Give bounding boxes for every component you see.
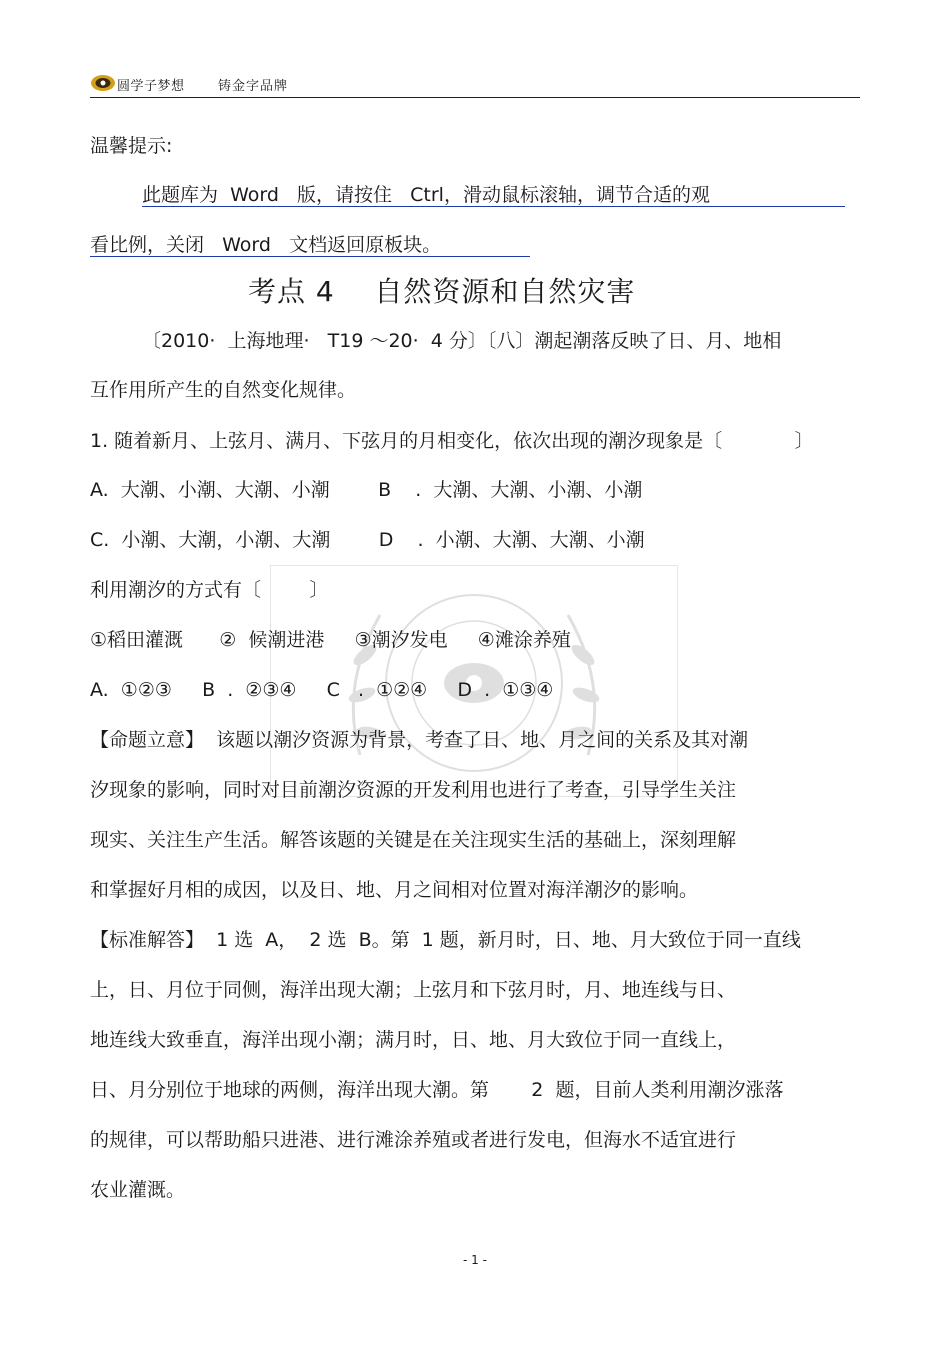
logo-icon bbox=[90, 74, 116, 92]
question-intro-2: 互作用所产生的自然变化规律。 bbox=[90, 379, 357, 401]
answer-line-1: 【标准解答】 1 选 A， 2 选 B。第 1 题，新月时，日、地、月大致位于同一直线 bbox=[90, 929, 801, 951]
tip-line-1: 此题库为 Word 版，请按住 Ctrl，滑动鼠标滚轴，调节合适的观 bbox=[142, 184, 710, 206]
page-number: - 1 - bbox=[463, 1253, 487, 1267]
question-2-items: ①稻田灌溉 ② 候潮进港 ③潮汐发电 ④滩涂养殖 bbox=[90, 629, 571, 651]
tip-line-2: 看比例，关闭 Word 文档返回原板块。 bbox=[90, 234, 442, 256]
answer-line-6: 农业灌溉。 bbox=[90, 1179, 186, 1201]
header-slogan-left: 圆学子梦想 bbox=[117, 79, 185, 94]
answer-line-3: 地连线大致垂直，海洋出现小潮；满月时，日、地、月大致位于同一直线上， bbox=[90, 1029, 737, 1051]
question-1-stem: 1. 随着新月、上弦月、满月、下弦月的月相变化，依次出现的潮汐现象是〔 〕 bbox=[90, 430, 814, 452]
question-2-options: A. ①②③ B . ②③④ C . ①②④ D . ①③④ bbox=[90, 679, 554, 701]
section-title: 考点 4 自然资源和自然灾害 bbox=[248, 275, 636, 308]
analysis-line-4: 和掌握好月相的成因，以及日、地、月之间相对位置对海洋潮汐的影响。 bbox=[90, 879, 699, 901]
header-slogan-right: 铸金字品牌 bbox=[218, 79, 289, 94]
tip-underline-2 bbox=[90, 256, 530, 257]
tip-heading: 温馨提示: bbox=[90, 135, 173, 157]
header-divider bbox=[90, 97, 860, 98]
question-2-stem: 利用潮汐的方式有〔 〕 bbox=[90, 579, 329, 601]
answer-line-2: 上，日、月位于同侧，海洋出现大潮；上弦月和下弦月时，月、地连线与日、 bbox=[90, 979, 737, 1001]
question-intro-1: 〔2010· 上海地理· T19 ～20· 4 分〕〔八〕潮起潮落反映了日、月、地相 bbox=[142, 330, 782, 352]
analysis-line-1: 【命题立意】 该题以潮汐资源为背景，考查了日、地、月之间的关系及其对潮 bbox=[90, 729, 749, 751]
analysis-line-2: 汐现象的影响，同时对目前潮汐资源的开发利用也进行了考查，引导学生关注 bbox=[90, 779, 737, 801]
analysis-line-3: 现实、关注生产生活。解答该题的关键是在关注现实生活的基础上，深刻理解 bbox=[90, 829, 737, 851]
answer-line-5: 的规律，可以帮助船只进港、进行滩涂养殖或者进行发电，但海水不适宜进行 bbox=[90, 1129, 737, 1151]
question-1-options-ab: A. 大潮、小潮、大潮、小潮 B . 大潮、大潮、小潮、小潮 bbox=[90, 479, 643, 501]
answer-line-4: 日、月分别位于地球的两侧，海洋出现大潮。第 2 题，目前人类利用潮汐涨落 bbox=[90, 1079, 784, 1101]
question-1-options-cd: C. 小潮、大潮，小潮、大潮 D . 小潮、大潮、大潮、小潮 bbox=[90, 529, 645, 551]
page-header bbox=[90, 72, 860, 96]
tip-underline-1 bbox=[142, 206, 845, 207]
